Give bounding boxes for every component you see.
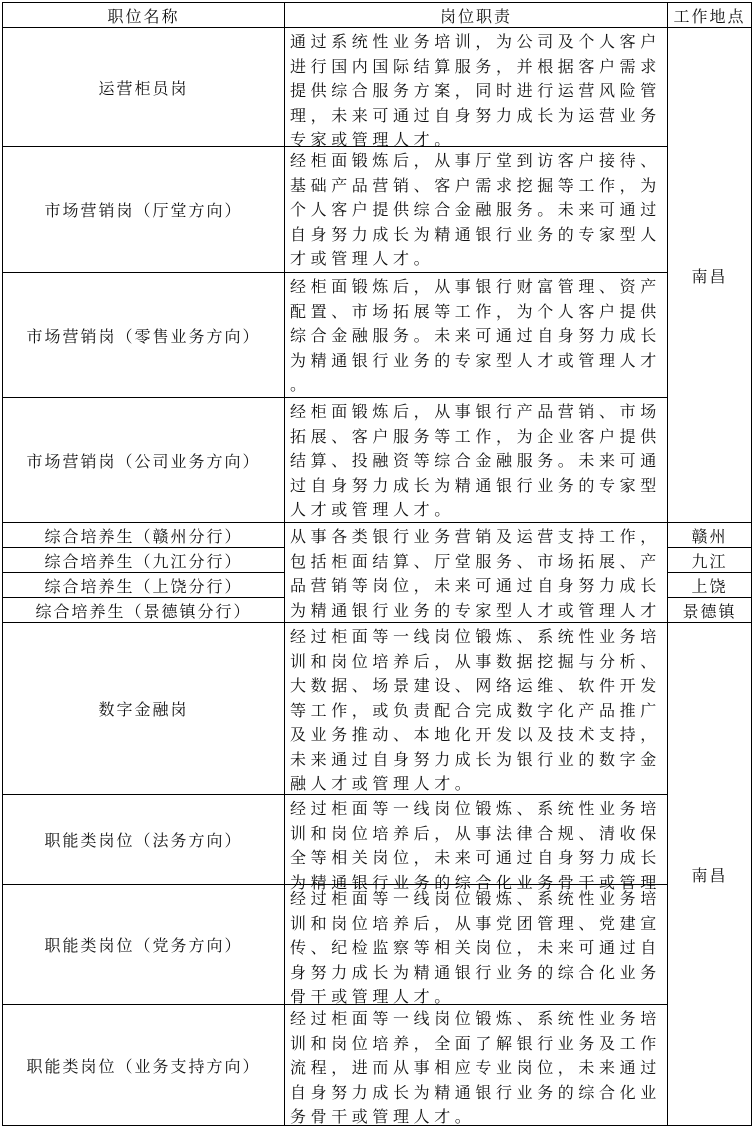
- duty-line: 自身努力成长为精通银行业务的综合化业: [290, 1082, 661, 1102]
- duty-line: 全等相关岗位，未来可通过自身努力成长: [290, 848, 661, 867]
- duty-line: 通过系统性业务培训，为公司及个人客户: [290, 32, 661, 51]
- duty-line: 经过柜面等一线岗位锻炼、系统性业务培: [290, 799, 661, 818]
- location-cell: 上饶: [667, 572, 752, 598]
- duty-line: 理，未来可通过自身努力成长为运营业务: [290, 105, 661, 125]
- duty-line: 未来通过自身努力成长为银行业的数字金: [290, 749, 661, 769]
- position-name-cell: 职能类岗位（法务方向）: [2, 794, 285, 885]
- position-name-cell: 运营柜员岗: [2, 27, 285, 147]
- duty-line: 经柜面锻炼后，从事厅堂到访客户接待、: [290, 151, 661, 170]
- duty-line: 结算、投融资等综合金融服务。未来可通: [290, 451, 661, 470]
- duty-cell: [284, 794, 668, 892]
- location-cell: 景德镇: [667, 597, 752, 623]
- duty-cell: [284, 146, 668, 273]
- position-name-cell: 综合培养生（景德镇分行）: [2, 597, 285, 623]
- header-position: 职位名称: [2, 2, 285, 28]
- duty-line: 等工作，或负责配合完成数字化产品推广: [290, 700, 661, 720]
- duty-line: 基础产品营销、客户需求挖掘等工作，为: [290, 175, 661, 195]
- location-cell: 南昌: [667, 622, 752, 1126]
- duty-line: 品营销等岗位，未来可通过自身努力成长: [290, 576, 661, 595]
- duty-line: 经过柜面等一线岗位锻炼、系统性业务培: [290, 627, 661, 646]
- location-cell: 九江: [667, 547, 752, 573]
- position-name-cell: 市场营销岗（厅堂方向）: [2, 146, 285, 273]
- duty-line: 为精通银行业务的综合化业务骨干或管理: [290, 872, 661, 892]
- duty-line: 传、纪检监察等相关岗位，未来可通过自: [290, 938, 661, 957]
- position-name-cell: 综合培养生（赣州分行）: [2, 522, 285, 548]
- duty-line: 配置、市场拓展等工作，为个人客户提供: [290, 301, 661, 321]
- duty-line: 进行国内国际结算服务，并根据客户需求: [290, 56, 661, 76]
- duty-line: 经过柜面等一线岗位锻炼、系统性业务培: [290, 889, 661, 908]
- duty-line: 及业务推动、本地化开发以及技术支持，: [290, 725, 661, 744]
- position-name-cell: 市场营销岗（公司业务方向）: [2, 397, 285, 523]
- duty-line: 经柜面锻炼后，从事银行产品营销、市场: [290, 402, 661, 421]
- duty-cell: [284, 884, 668, 1005]
- position-name-cell: 职能类岗位（党务方向）: [2, 884, 285, 1005]
- duty-line: 个人客户提供综合金融服务。未来可通过: [290, 200, 661, 219]
- duty-cell: [284, 622, 668, 795]
- duty-line: 提供综合服务方案，同时进行运营风险管: [290, 81, 661, 100]
- duty-cell: [284, 522, 668, 623]
- header-location: 工作地点: [667, 2, 752, 28]
- duty-line: 训和岗位培养后，从事党团管理、党建宣: [290, 913, 661, 933]
- duty-line: 为精通银行业务的专家型人才或管理人才: [290, 600, 661, 620]
- duty-line: 融人才或管理人才。: [290, 774, 476, 793]
- duty-line: 骨干或管理人才。: [290, 987, 455, 1006]
- duty-line: 自身努力成长为精通银行业务的专家型人: [290, 224, 661, 244]
- duty-line: 经柜面锻炼后，从事银行财富管理、资产: [290, 277, 661, 296]
- position-name-cell: 职能类岗位（业务支持方向）: [2, 1004, 285, 1126]
- duty-line: 训和岗位培养后，从事数据挖掘与分析、: [290, 651, 661, 671]
- duty-line: 从事各类银行业务营销及运营支持工作，: [290, 527, 661, 546]
- duty-line: 拓展、客户服务等工作，为企业客户提供: [290, 426, 661, 446]
- duty-line: 大数据、场景建设、网络运维、软件开发: [290, 676, 661, 695]
- location-cell: 赣州: [667, 522, 752, 548]
- duty-cell: [284, 272, 668, 398]
- header-duty: 岗位职责: [284, 2, 668, 28]
- duty-line: 为精通银行业务的专家型人才或管理人才: [290, 350, 661, 370]
- position-name-cell: 市场营销岗（零售业务方向）: [2, 272, 285, 398]
- position-name-cell: 综合培养生（上饶分行）: [2, 572, 285, 598]
- duty-line: 包括柜面结算、厅堂服务、市场拓展、产: [290, 551, 661, 571]
- position-name-cell: 综合培养生（九江分行）: [2, 547, 285, 573]
- duty-line: 训和岗位培养，全面了解银行业务及工作: [290, 1033, 661, 1053]
- duty-line: 人才或管理人才。: [290, 500, 455, 519]
- duty-line: 。: [290, 375, 311, 394]
- duty-line: 经过柜面等一线岗位锻炼、系统性业务培: [290, 1009, 661, 1028]
- location-cell: 南昌: [667, 27, 752, 523]
- duty-line: 训和岗位培养后，从事法律合规、清收保: [290, 823, 661, 843]
- duty-line: 过自身努力成长为精通银行业务的专家型: [290, 475, 661, 495]
- duty-line: 专家或管理人才。: [290, 130, 455, 149]
- position-name-cell: 数字金融岗: [2, 622, 285, 795]
- duty-line: 才或管理人才。: [290, 249, 435, 268]
- duty-line: 身努力成长为精通银行业务的综合化业务: [290, 962, 661, 982]
- duty-line: 综合金融服务。未来可通过自身努力成长: [290, 326, 661, 345]
- duty-cell: [284, 397, 668, 523]
- duty-line: 务骨干或管理人才。: [290, 1107, 476, 1126]
- duty-cell: [284, 27, 668, 147]
- duty-line: 流程，进而从事相应专业岗位，未来通过: [290, 1058, 661, 1077]
- duty-cell: [284, 1004, 668, 1126]
